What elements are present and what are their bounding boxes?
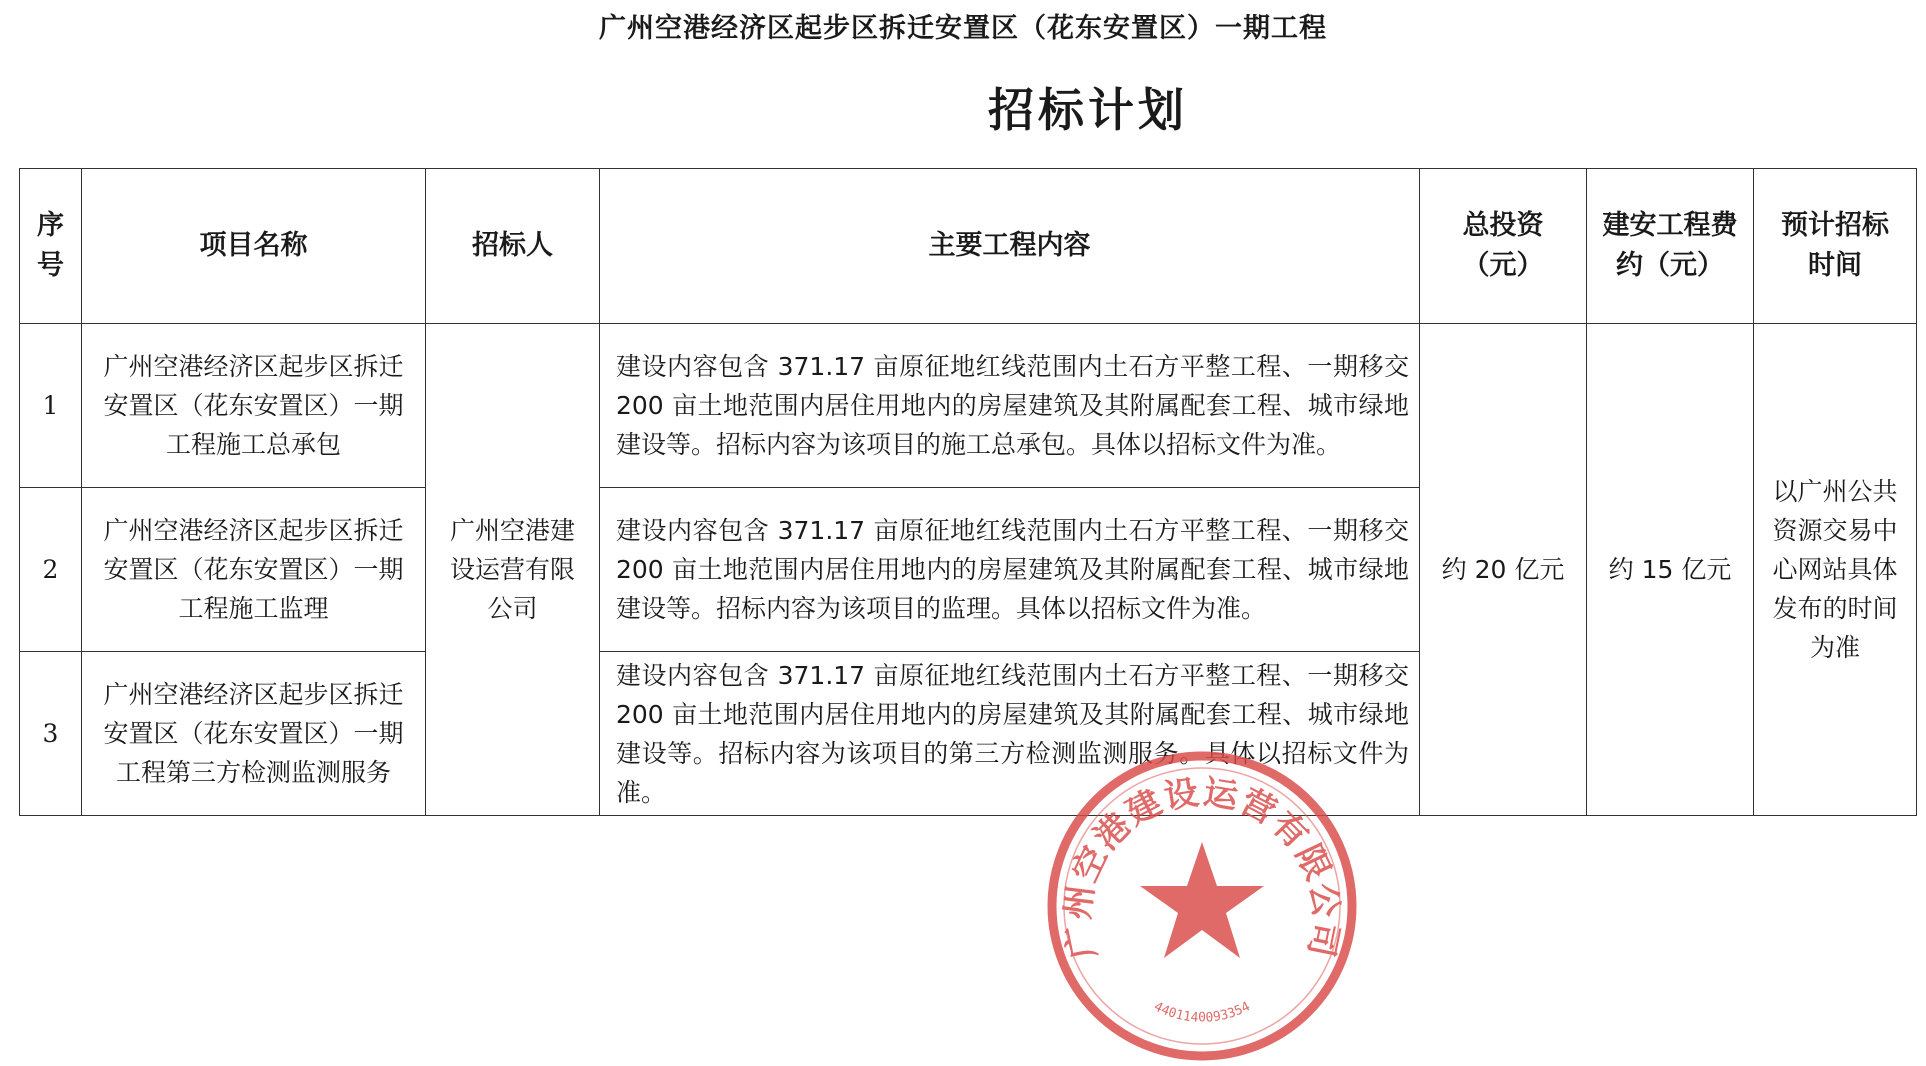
work-content: 建设内容包含 371.17 亩原征地红线范围内土石方平整工程、一期移交 200 亩土地范围内居住用地内的房屋建筑及其附属配套工程、城市绿地建设等。招标内容为该项目的施工总承包。具体以招标文件为准。	[600, 324, 1420, 488]
project-name: 广州空港经济区起步区拆迁安置区（花东安置区）一期工程施工总承包	[82, 324, 426, 488]
bidder: 广州空港建设运营有限公司	[426, 324, 600, 816]
col-header-bidder: 招标人	[426, 169, 600, 324]
total-investment: 约 20 亿元	[1420, 324, 1587, 816]
col-header-name: 项目名称	[82, 169, 426, 324]
construction-cost: 约 15 亿元	[1587, 324, 1754, 816]
document-title: 招标计划	[988, 83, 1188, 137]
work-content: 建设内容包含 371.17 亩原征地红线范围内土石方平整工程、一期移交 200 亩土地范围内居住用地内的房屋建筑及其附属配套工程、城市绿地建设等。招标内容为该项目的监理。具体以招标文件为准。	[600, 488, 1420, 652]
col-header-content: 主要工程内容	[600, 169, 1420, 324]
seal-text: 广州空港建设运营有限公司	[1057, 772, 1347, 963]
row-number: 2	[20, 488, 82, 652]
bid-time: 以广州公共资源交易中心网站具体发布的时间为准	[1754, 324, 1917, 816]
row-number: 1	[20, 324, 82, 488]
work-content: 建设内容包含 371.17 亩原征地红线范围内土石方平整工程、一期移交 200 亩土地范围内居住用地内的房屋建筑及其附属配套工程、城市绿地建设等。招标内容为该项目的第三方检测监测服务。具体以招标文件为准。	[600, 652, 1420, 816]
project-name: 广州空港经济区起步区拆迁安置区（花东安置区）一期工程施工监理	[82, 488, 426, 652]
bid-plan-table	[19, 168, 1917, 816]
table-header-row	[20, 169, 1917, 324]
project-name: 广州空港经济区起步区拆迁安置区（花东安置区）一期工程第三方检测监测服务	[82, 652, 426, 816]
seal-star-icon	[1140, 842, 1264, 958]
table-row	[20, 324, 1917, 488]
row-number: 3	[20, 652, 82, 816]
col-header-num: 序号	[20, 169, 82, 324]
svg-text:4401140093354	[1151, 999, 1252, 1026]
seal-code: 4401140093354	[1151, 999, 1253, 1026]
col-header-bid-time: 预计招标时间	[1754, 169, 1917, 324]
col-header-total-investment: 总投资（元）	[1420, 169, 1587, 324]
col-header-construction-cost: 建安工程费约（元）	[1587, 169, 1754, 324]
project-title: 广州空港经济区起步区拆迁安置区（花东安置区）一期工程	[599, 13, 1327, 44]
